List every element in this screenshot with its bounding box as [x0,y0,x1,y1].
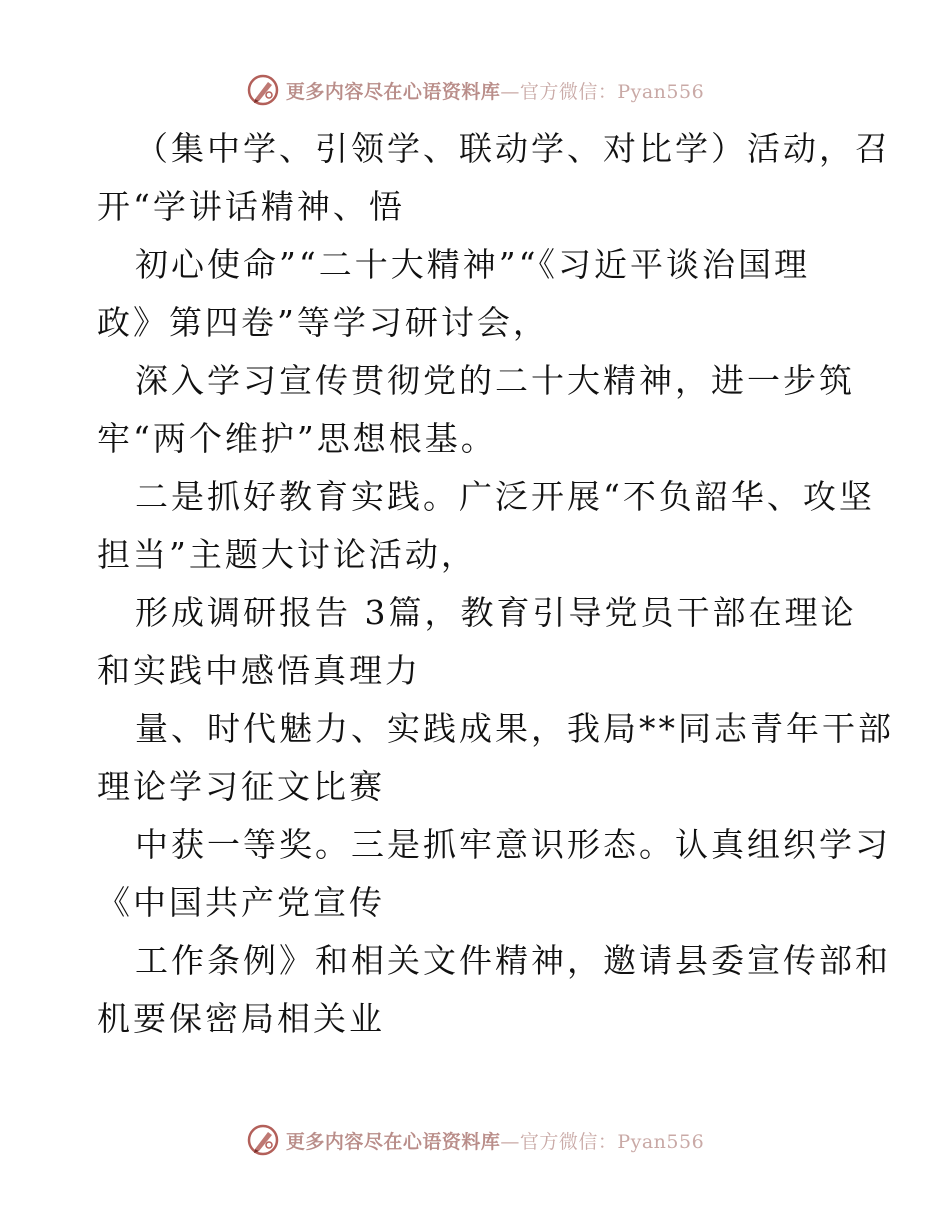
text-line: 《中国共产党宣传 [97,883,385,922]
text-line: （集中学、引领学、联动学、对比学）活动，召 [135,129,891,168]
text-line: 形成调研报告 3篇，教育引导党员干部在理论 [135,593,857,632]
pen-logo-icon [246,73,280,107]
text-line: 理论学习征文比赛 [97,767,385,806]
text-line: 机要保密局相关业 [97,999,385,1038]
text-line: 牢“两个维护”思想根基。 [97,419,497,458]
header-banner-tail: 官方微信：Pyan556 [519,80,705,103]
header-banner-text [286,77,704,104]
text-line: 和实践中感悟真理力 [97,651,421,690]
header-banner-main: 更多内容尽在心语资料库 [285,80,501,103]
text-line: 二是抓好教育实践。广泛开展“不负韶华、攻坚 [135,477,875,516]
text-line: 深入学习宣传贯彻党的二十大精神，进一步筑 [135,361,855,400]
footer-banner-main: 更多内容尽在心语资料库 [285,1130,501,1153]
body-text [97,120,894,1048]
text-line: 政》第四卷”等学习研讨会， [97,303,549,342]
text-line: 担当”主题大讨论活动， [97,535,477,574]
pen-logo-icon [246,1123,280,1157]
header-banner-separator: — [500,80,520,103]
text-line: 中获一等奖。三是抓牢意识形态。认真组织学习 [135,825,891,864]
text-line: 开“学讲话精神、悟 [97,187,405,226]
text-line: 初心使命”“二十大精神”“《习近平谈治国理 [135,245,810,284]
footer-banner-tail: 官方微信：Pyan556 [519,1130,705,1153]
footer-banner-text [286,1127,704,1154]
header-watermark-banner [0,70,950,110]
footer-watermark-banner [0,1120,950,1160]
footer-banner-separator: — [500,1130,520,1153]
text-line: 量、时代魅力、实践成果，我局**同志青年干部 [135,709,894,748]
text-line: 工作条例》和相关文件精神，邀请县委宣传部和 [135,941,891,980]
